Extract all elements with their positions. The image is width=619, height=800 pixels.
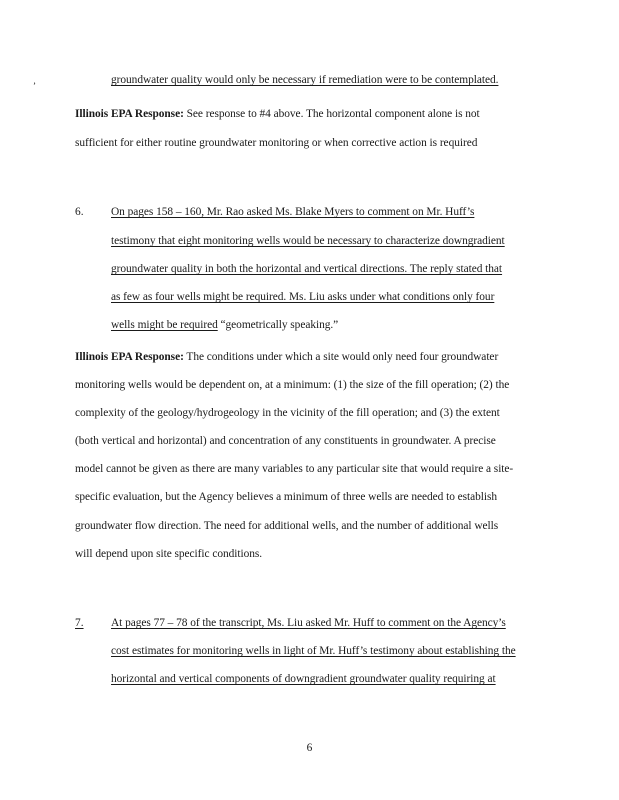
response6-line7: groundwater flow direction. The need for additional wells, and the number of additional wells [75, 520, 499, 532]
item5-tail-line: groundwater quality would only be necessary if remediation were to be contemplated. [111, 74, 499, 86]
response6-line4: (both vertical and horizontal) and concentration of any constituents in groundwater. A precise [75, 435, 496, 447]
item6-line1: On pages 158 – 160, Mr. Rao asked Ms. Blake Myers to comment on Mr. Huff’s [111, 206, 475, 218]
response6-line8: will depend upon site specific conditions. [75, 548, 263, 560]
response5-line1 [75, 107, 480, 121]
item7-line1: At pages 77 – 78 of the transcript, Ms. Liu asked Mr. Huff to comment on the Agency’s [111, 617, 506, 629]
response6-label: Illinois EPA Response: [75, 351, 184, 363]
item7-line3: horizontal and vertical components of downgradient groundwater quality requiring at [111, 673, 496, 685]
item6-line2: testimony that eight monitoring wells would be necessary to characterize downgradient [111, 235, 505, 247]
page-number: 6 [306, 742, 313, 754]
item6-line5-rest: “geometrically speaking.” [217, 319, 339, 331]
item7-line2: cost estimates for monitoring wells in light of Mr. Huff’s testimony about establishing the [111, 645, 516, 657]
response5-line1-text: See response to #4 above. The horizontal component alone is not [183, 108, 480, 120]
item6-number: 6. [75, 206, 84, 218]
response6-line1-text: The conditions under which a site would only need four groundwater [183, 351, 499, 363]
item6-line4: as few as four wells might be required. Ms. Liu asks under what conditions only four [111, 291, 495, 303]
response6-line3: complexity of the geology/hydrogeology in the vicinity of the fill operation; and (3) the extent [75, 407, 500, 419]
response6-line1 [75, 350, 498, 364]
item6-line5 [111, 318, 338, 332]
stray-mark: ʼ [33, 81, 36, 91]
item7-number: 7. [75, 617, 84, 629]
item6-line3: groundwater quality in both the horizontal and vertical directions. The reply stated that [111, 263, 503, 275]
response5-label: Illinois EPA Response: [75, 108, 184, 120]
item6-line5-underlined: wells might be required [111, 319, 218, 331]
response6-line5: model cannot be given as there are many variables to any particular site that would require a site- [75, 463, 514, 475]
response6-line6: specific evaluation, but the Agency believes a minimum of three wells are needed to establish [75, 491, 498, 503]
response6-line2: monitoring wells would be dependent on, at a minimum: (1) the size of the fill operation; (2) the [75, 379, 510, 391]
response5-line2: sufficient for either routine groundwater monitoring or when corrective action is required [75, 137, 478, 149]
